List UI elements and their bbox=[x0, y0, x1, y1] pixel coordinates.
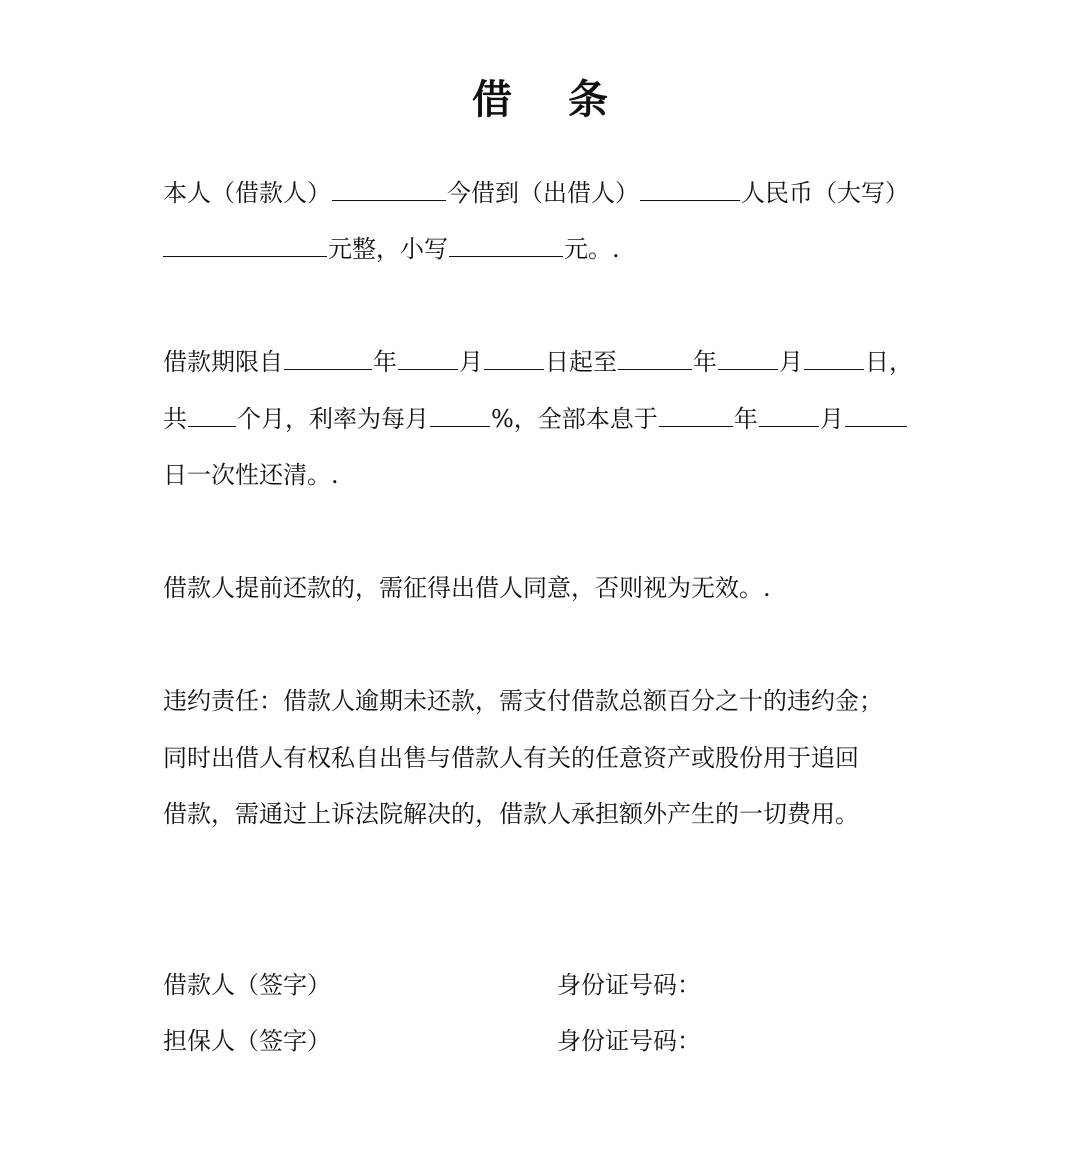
document-title bbox=[0, 72, 1080, 128]
early-repayment-clause: 借款人提前还款的，需征得出借人同意，否则视为无效。. bbox=[163, 574, 771, 602]
total-label: 共 bbox=[163, 405, 187, 433]
day-from-label: 日起至 bbox=[545, 348, 617, 376]
p3-line bbox=[163, 571, 771, 605]
borrower-id-text: 身份证号码： bbox=[557, 971, 701, 999]
end-year-blank bbox=[618, 345, 692, 370]
end-month-blank bbox=[718, 345, 778, 370]
p1-line-1 bbox=[163, 176, 909, 210]
borrower-signature-label bbox=[163, 968, 331, 1002]
term-from-label: 借款期限自 bbox=[163, 348, 283, 376]
rate-label: 个月，利率为每月 bbox=[237, 405, 429, 433]
repay-day-blank bbox=[845, 402, 907, 427]
yuan-end-label: 元。. bbox=[564, 235, 620, 263]
lower-amount-blank bbox=[449, 232, 563, 257]
repay-once-label: 日一次性还清。. bbox=[163, 461, 339, 489]
p2-line-2 bbox=[163, 402, 908, 436]
day-label: 日， bbox=[865, 348, 913, 376]
yuan-zheng-label: 元整，小写 bbox=[328, 235, 448, 263]
year-label: 年 bbox=[693, 348, 717, 376]
months-blank bbox=[188, 402, 236, 427]
end-day-blank bbox=[804, 345, 864, 370]
borrower-id-label bbox=[557, 968, 701, 1002]
rmb-capital-label: 人民币（大写） bbox=[741, 179, 909, 207]
start-year-blank bbox=[284, 345, 372, 370]
p4-line-1 bbox=[163, 684, 883, 718]
title-char-1: 借 bbox=[472, 76, 512, 123]
borrower-label: 本人（借款人） bbox=[163, 179, 331, 207]
guarantor-signature-label bbox=[163, 1024, 331, 1058]
borrower-signature-text: 借款人（签字） bbox=[163, 971, 331, 999]
p2-line-1 bbox=[163, 345, 913, 379]
p4-line-2 bbox=[163, 741, 859, 775]
capital-amount-blank bbox=[163, 232, 327, 257]
rate-blank bbox=[430, 402, 490, 427]
year-label: 年 bbox=[373, 348, 397, 376]
repay-month-blank bbox=[759, 402, 819, 427]
lender-label: 今借到（出借人） bbox=[447, 179, 639, 207]
p1-line-2 bbox=[163, 232, 620, 266]
start-day-blank bbox=[484, 345, 544, 370]
title-char-2: 条 bbox=[568, 76, 608, 123]
start-month-blank bbox=[398, 345, 458, 370]
p2-line-3 bbox=[163, 458, 339, 492]
breach-clause-line-1: 违约责任：借款人逾期未还款，需支付借款总额百分之十的违约金； bbox=[163, 687, 883, 715]
breach-clause-line-2: 同时出借人有权私自出售与借款人有关的任意资产或股份用于追回 bbox=[163, 744, 859, 772]
lender-blank bbox=[640, 176, 740, 201]
guarantor-signature-text: 担保人（签字） bbox=[163, 1027, 331, 1055]
repay-year-blank bbox=[659, 402, 733, 427]
month-label: 月 bbox=[459, 348, 483, 376]
year-label: 年 bbox=[733, 405, 758, 433]
p4-line-3 bbox=[163, 797, 859, 831]
guarantor-id-text: 身份证号码： bbox=[557, 1027, 701, 1055]
borrower-blank bbox=[332, 176, 446, 201]
guarantor-id-label bbox=[557, 1024, 701, 1058]
repay-label: %，全部本息于 bbox=[491, 405, 658, 433]
month-label: 月 bbox=[819, 405, 844, 433]
month-label: 月 bbox=[779, 348, 803, 376]
breach-clause-line-3: 借款，需通过上诉法院解决的，借款人承担额外产生的一切费用。 bbox=[163, 800, 859, 828]
